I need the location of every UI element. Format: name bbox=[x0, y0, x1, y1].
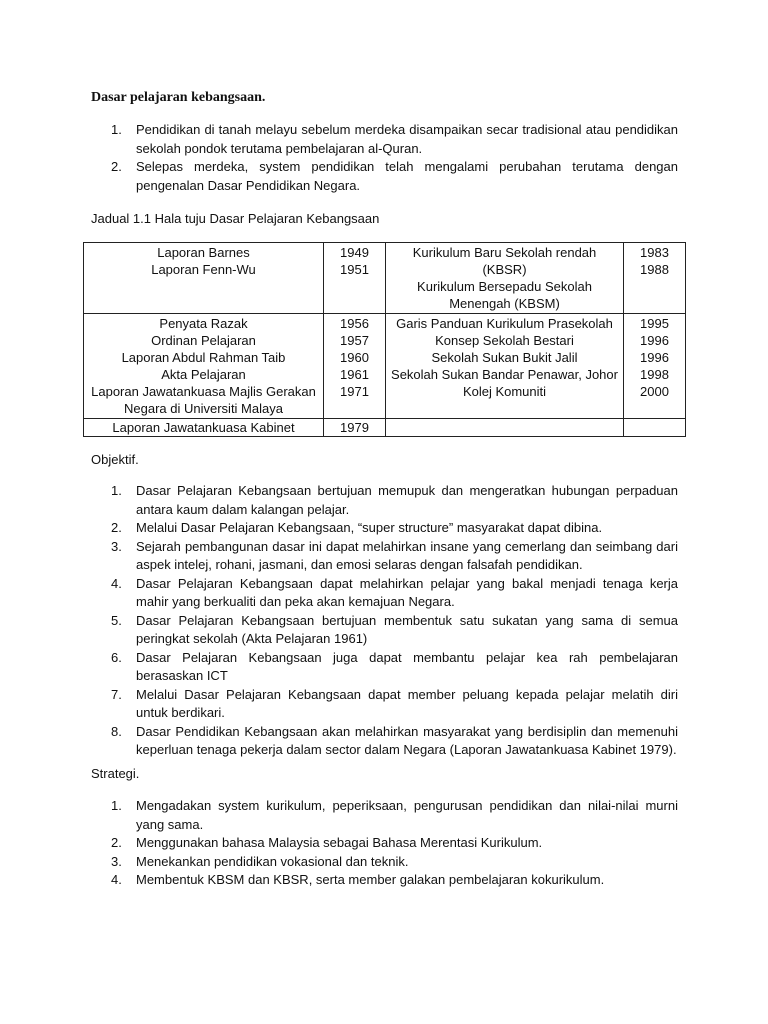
table-cell: Laporan Jawatankuasa Kabinet bbox=[84, 419, 324, 437]
strategi-item: 3. Menekankan pendidikan vokasional dan teknik. bbox=[111, 853, 409, 869]
table-cell bbox=[386, 419, 624, 437]
intro-list bbox=[91, 121, 678, 195]
objektif-heading: Objektif. bbox=[91, 452, 139, 467]
table-row bbox=[84, 314, 686, 419]
policy-table bbox=[83, 242, 686, 437]
objektif-item: 8. Dasar Pendidikan Kebangsaan akan melahirkan masyarakat yang berdisiplin dan memenuhi keperluan tenaga pekerja dalam sector dalam Negara (Laporan Jawatankuasa Kabinet 1979). bbox=[111, 723, 678, 757]
objektif-item: 3. Sejarah pembangunan dasar ini dapat melahirkan insane yang cemerlang dan seimbang dari aspek intelej, rohani, jasmani, dan emosi selaras dengan falsafah pendidikan. bbox=[111, 538, 678, 572]
table-cell: 1949 1951 bbox=[324, 243, 386, 314]
objektif-item: 6. Dasar Pelajaran Kebangsaan juga dapat membantu pelajar kea rah pembelajaran berasaskan ICT bbox=[111, 649, 678, 683]
table-row bbox=[84, 419, 686, 437]
table-cell bbox=[624, 419, 686, 437]
table-cell: 1983 1988 bbox=[624, 243, 686, 314]
table-cell: 1979 bbox=[324, 419, 386, 437]
strategi-heading: Strategi. bbox=[91, 766, 140, 781]
table-cell: Kurikulum Baru Sekolah rendah (KBSR) Kurikulum Bersepadu Sekolah Menengah (KBSM) bbox=[386, 243, 624, 314]
table-cell: Penyata Razak Ordinan Pelajaran Laporan Abdul Rahman Taib Akta Pelajaran Laporan Jawatankuasa Majlis Gerakan Negara di Universiti Malaya bbox=[84, 314, 324, 419]
table-row bbox=[84, 243, 686, 314]
strategi-item: 2. Menggunakan bahasa Malaysia sebagai Bahasa Merentasi Kurikulum. bbox=[111, 835, 543, 850]
intro-item: 1. Pendidikan di tanah melayu sebelum merdeka disampaikan secar tradisional atau pendidikan sekolah pondok terutama pembelajaran al-Quran. bbox=[111, 122, 678, 156]
table-caption: Jadual 1.1 Hala tuju Dasar Pelajaran Kebangsaan bbox=[91, 211, 380, 226]
intro-item: 2. Selepas merdeka, system pendidikan telah mengalami perubahan terutama dengan pengenalan Dasar Pendidikan Negara. bbox=[111, 159, 678, 193]
strategi-item: 1. Mengadakan system kurikulum, peperiksaan, pengurusan pendidikan dan nilai-nilai murni yang sama. bbox=[111, 798, 678, 832]
objektif-item: 1. Dasar Pelajaran Kebangsaan bertujuan memupuk dan mengeratkan hubungan perpaduan antara kaum dalam kalangan pelajar. bbox=[111, 483, 678, 517]
objektif-item: 5. Dasar Pelajaran Kebangsaan bertujuan membentuk satu sukatan yang sama di semua peringkat sekolah (Akta Pelajaran 1961) bbox=[111, 612, 678, 646]
document-title: Dasar pelajaran kebangsaan. bbox=[91, 90, 266, 105]
objektif-item: 2. Melalui Dasar Pelajaran Kebangsaan, “super structure” masyarakat dapat dibina. bbox=[111, 520, 603, 535]
objektif-item: 4. Dasar Pelajaran Kebangsaan dapat melahirkan pelajar yang bakal menjadi tenaga kerja mahir yang berkualiti dan peka akan kemajuan Negara. bbox=[111, 575, 678, 609]
objektif-item: 7. Melalui Dasar Pelajaran Kebangsaan dapat member peluang kepada pelajar melatih diri untuk berdikari. bbox=[111, 686, 678, 720]
table-cell: 1956 1957 1960 1961 1971 bbox=[324, 314, 386, 419]
objektif-list bbox=[91, 482, 678, 760]
strategi-item: 4. Membentuk KBSM dan KBSR, serta member galakan pembelajaran kokurikulum. bbox=[111, 872, 605, 887]
table-cell: Laporan Barnes Laporan Fenn-Wu bbox=[84, 243, 324, 314]
table-cell: 1995 1996 1996 1998 2000 bbox=[624, 314, 686, 419]
strategi-list bbox=[91, 797, 678, 890]
table-cell: Garis Panduan Kurikulum Prasekolah Konsep Sekolah Bestari Sekolah Sukan Bukit Jalil Sekolah Sukan Bandar Penawar, Johor Kolej Komuniti bbox=[386, 314, 624, 419]
